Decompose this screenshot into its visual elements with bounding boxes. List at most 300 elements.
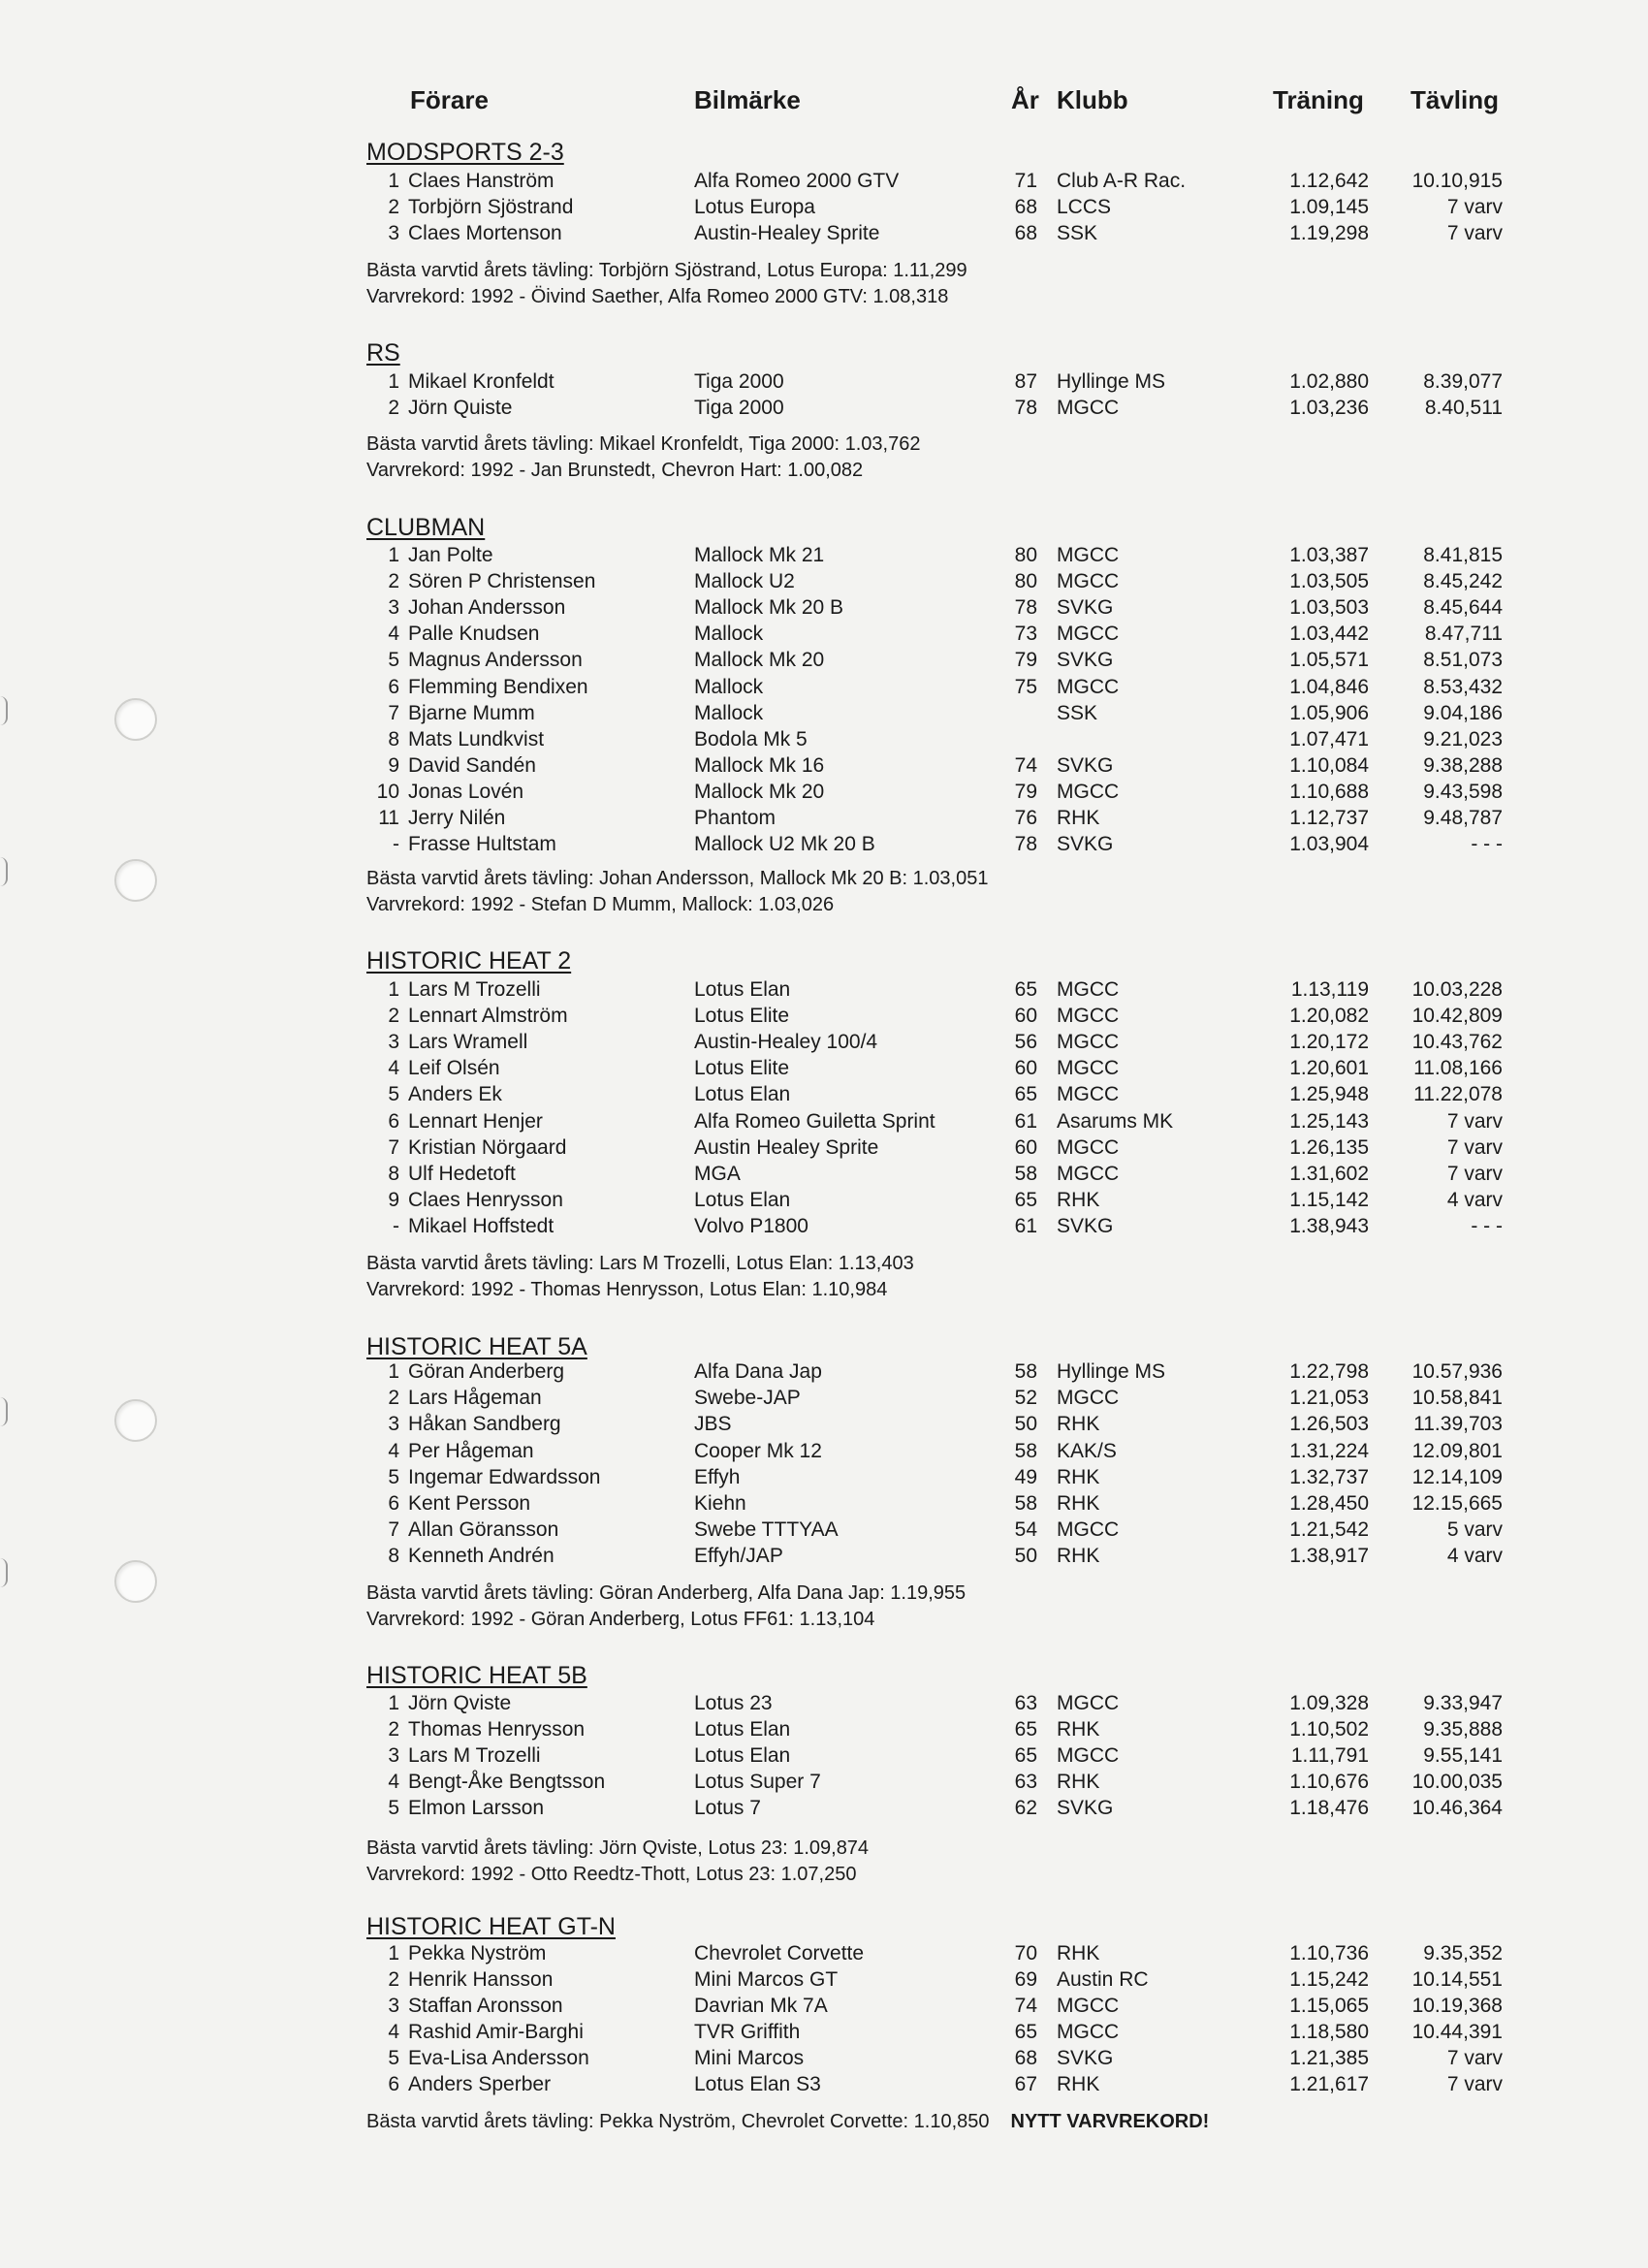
table-row (0, 222, 1648, 248)
table-row (0, 623, 1648, 649)
club: Hyllinge MS (1057, 1360, 1166, 1383)
driver-name: Allan Göransson (408, 1518, 559, 1542)
car-make: Effyh (694, 1465, 741, 1488)
driver-name: Lennart Almström (408, 1005, 568, 1028)
training-time: 1.03,236 (1289, 397, 1369, 419)
table-row (0, 1718, 1648, 1744)
training-time: 1.05,571 (1289, 649, 1369, 672)
year: 60 (1014, 1135, 1037, 1159)
driver-name: Jörn Qviste (408, 1692, 512, 1714)
table-row (0, 781, 1648, 807)
column-header (0, 85, 1648, 124)
year: 60 (1014, 1005, 1037, 1028)
race-time: 4 varv (1446, 1545, 1503, 1568)
club: LCCS (1057, 196, 1112, 218)
driver-name: Lars M Trozelli (408, 1744, 541, 1767)
best-lap-note (366, 433, 920, 456)
year: 49 (1014, 1465, 1037, 1488)
year: 79 (1014, 780, 1037, 803)
training-time: 1.20,601 (1289, 1057, 1369, 1080)
best-lap-note (366, 2111, 1209, 2133)
club: RHK (1057, 1413, 1100, 1436)
race-time: 7 varv (1446, 1109, 1503, 1133)
car-make: Tiga 2000 (694, 397, 784, 419)
note-text: Bästa varvtid årets tävling: Torbjörn Sjöstrand, Lotus Europa: 1.11,299 (366, 260, 967, 281)
club: MGCC (1057, 397, 1120, 419)
car-make: Lotus Elite (694, 1057, 790, 1080)
club: MGCC (1057, 675, 1120, 698)
year: 79 (1014, 649, 1037, 672)
car-make: Swebe-JAP (694, 1387, 801, 1410)
position: 3 (388, 222, 399, 244)
table-row (0, 702, 1648, 728)
year: 73 (1014, 623, 1037, 646)
race-time: 10.57,936 (1411, 1360, 1503, 1383)
table-row (0, 1771, 1648, 1797)
position: 1 (388, 1942, 399, 1965)
note-text: Bästa varvtid årets tävling: Mikael Kronfeldt, Tiga 2000: 1.03,762 (366, 433, 921, 455)
training-time: 1.19,298 (1289, 222, 1369, 244)
training-time: 1.31,224 (1289, 1439, 1369, 1462)
table-row (0, 1518, 1648, 1545)
race-time: 10.03,228 (1411, 978, 1503, 1001)
car-make: Lotus Elite (694, 1005, 790, 1028)
table-row (0, 1163, 1648, 1189)
race-time: 8.45,242 (1423, 570, 1503, 593)
driver-name: Claes Henrysson (408, 1188, 563, 1211)
punch-hole (114, 859, 157, 902)
table-row (0, 649, 1648, 675)
club: MGCC (1057, 1387, 1120, 1410)
race-time: 4 varv (1446, 1188, 1503, 1211)
race-time: 8.40,511 (1424, 397, 1503, 419)
training-time: 1.09,328 (1289, 1692, 1369, 1714)
race-time: 9.35,888 (1423, 1718, 1503, 1741)
car-make: Davrian Mk 7A (694, 1995, 828, 2017)
car-make: Austin Healey Sprite (694, 1135, 879, 1159)
table-row (0, 1492, 1648, 1518)
year: 65 (1014, 978, 1037, 1001)
position: 6 (388, 675, 399, 698)
year: 68 (1014, 222, 1037, 244)
year: 78 (1014, 397, 1037, 419)
training-time: 1.11,791 (1290, 1744, 1369, 1767)
driver-name: Johan Andersson (408, 596, 566, 620)
car-make: Lotus Elan (694, 1188, 791, 1211)
race-time: 7 varv (1446, 1162, 1503, 1185)
position: 2 (388, 1005, 399, 1028)
training-time: 1.03,505 (1289, 570, 1369, 593)
table-row (0, 676, 1648, 702)
position: 9 (388, 1188, 399, 1211)
position: 6 (388, 2073, 399, 2095)
table-row (0, 1083, 1648, 1109)
driver-name: Lars Hågeman (408, 1387, 542, 1410)
driver-name: Bjarne Mumm (408, 701, 535, 724)
driver-name: Bengt-Åke Bengtsson (408, 1771, 606, 1793)
training-time: 1.13,119 (1290, 978, 1369, 1001)
training-time: 1.02,880 (1289, 370, 1369, 393)
best-lap-note (366, 868, 988, 890)
car-make: Lotus 7 (694, 1797, 761, 1819)
club: SVKG (1057, 649, 1114, 672)
table-row (0, 1189, 1648, 1215)
table-row (0, 978, 1648, 1005)
training-time: 1.10,688 (1289, 780, 1369, 803)
position: 6 (388, 1492, 399, 1515)
car-make: TVR Griffith (694, 2021, 801, 2043)
car-make: Mallock Mk 21 (694, 544, 825, 566)
training-time: 1.21,617 (1289, 2073, 1369, 2095)
driver-name: Claes Hanström (408, 170, 555, 192)
driver-name: Anders Sperber (408, 2073, 552, 2095)
table-row (0, 1466, 1648, 1492)
driver-name: Kristian Nörgaard (408, 1135, 567, 1159)
car-make: Mallock Mk 20 (694, 780, 825, 803)
table-row (0, 1995, 1648, 2021)
header-traning: Träning (1273, 85, 1364, 114)
year: 71 (1014, 170, 1037, 192)
club: Hyllinge MS (1057, 370, 1166, 393)
race-time: 9.38,288 (1423, 753, 1503, 777)
table-row (0, 1692, 1648, 1718)
year: 75 (1014, 675, 1037, 698)
driver-name: Torbjörn Sjöstrand (408, 196, 574, 218)
car-make: Mallock Mk 20 (694, 649, 825, 672)
car-make: Alfa Romeo Guiletta Sprint (694, 1109, 935, 1133)
position: 5 (388, 649, 399, 672)
club: MGCC (1057, 2021, 1120, 2043)
driver-name: Palle Knudsen (408, 623, 540, 646)
training-time: 1.21,542 (1289, 1518, 1369, 1542)
note-text: Bästa varvtid årets tävling: Lars M Trozelli, Lotus Elan: 1.13,403 (366, 1253, 914, 1274)
section-title: HISTORIC HEAT GT-N (366, 1913, 616, 1940)
car-make: Lotus Elan (694, 1083, 791, 1106)
training-time: 1.05,906 (1289, 701, 1369, 724)
driver-name: Jonas Lovén (408, 780, 524, 803)
car-make: Lotus Elan (694, 978, 791, 1001)
car-make: Lotus Elan S3 (694, 2073, 821, 2095)
car-make: Lotus 23 (694, 1692, 773, 1714)
position: 7 (388, 1135, 399, 1159)
car-make: Cooper Mk 12 (694, 1439, 822, 1462)
lap-record-note (366, 1609, 874, 1631)
position: 5 (388, 1083, 399, 1106)
car-make: Austin-Healey Sprite (694, 222, 880, 244)
car-make: Bodola Mk 5 (694, 727, 808, 751)
table-row (0, 754, 1648, 781)
year: 62 (1014, 1797, 1037, 1819)
driver-name: Pekka Nyström (408, 1942, 547, 1965)
driver-name: Mikael Hoffstedt (408, 1214, 555, 1237)
position: 11 (378, 807, 399, 829)
table-row (0, 807, 1648, 833)
table-row (0, 1110, 1648, 1136)
driver-name: Kenneth Andrén (408, 1545, 555, 1568)
training-time: 1.38,943 (1289, 1214, 1369, 1237)
driver-name: Jan Polte (408, 544, 493, 566)
race-time: 10.44,391 (1411, 2021, 1503, 2043)
club: SVKG (1057, 753, 1114, 777)
year: 63 (1014, 1771, 1037, 1793)
position: 2 (388, 397, 399, 419)
driver-name: David Sandén (408, 753, 536, 777)
club: MGCC (1057, 570, 1120, 593)
race-time: 11.22,078 (1413, 1083, 1503, 1106)
lap-record-note (366, 894, 834, 916)
training-time: 1.26,135 (1289, 1135, 1369, 1159)
race-time: - - - (1471, 1214, 1503, 1237)
position: 8 (388, 1162, 399, 1185)
note-text: Varvrekord: 1992 - Stefan D Mumm, Mallock: 1.03,026 (366, 894, 835, 915)
position: 3 (388, 1995, 399, 2017)
club: MGCC (1057, 1083, 1120, 1106)
training-time: 1.38,917 (1289, 1545, 1369, 1568)
training-time: 1.03,503 (1289, 596, 1369, 620)
driver-name: Anders Ek (408, 1083, 502, 1106)
year: 65 (1014, 1188, 1037, 1211)
car-make: Alfa Romeo 2000 GTV (694, 170, 900, 192)
table-row (0, 1005, 1648, 1031)
driver-name: Lars Wramell (408, 1031, 528, 1054)
training-time: 1.07,471 (1289, 727, 1369, 751)
driver-name: Magnus Andersson (408, 649, 583, 672)
year: 58 (1014, 1360, 1037, 1383)
car-make: Mallock (694, 701, 764, 724)
race-time: 5 varv (1446, 1518, 1503, 1542)
note-text: Bästa varvtid årets tävling: Göran Anderberg, Alfa Dana Jap: 1.19,955 (366, 1582, 967, 1604)
best-lap-note (366, 1582, 966, 1605)
position: - (393, 1214, 399, 1237)
car-make: MGA (694, 1162, 741, 1185)
car-make: Mini Marcos GT (694, 1968, 839, 1991)
car-make: Mallock U2 Mk 20 B (694, 833, 875, 856)
car-make: Austin-Healey 100/4 (694, 1031, 878, 1054)
position: 2 (388, 1387, 399, 1410)
driver-name: Göran Anderberg (408, 1360, 565, 1383)
car-make: Lotus Elan (694, 1744, 791, 1767)
table-row (0, 370, 1648, 397)
car-make: Tiga 2000 (694, 370, 784, 393)
year: 68 (1014, 196, 1037, 218)
section-title: MODSPORTS 2-3 (366, 139, 564, 166)
table-row (0, 2073, 1648, 2099)
year: 50 (1014, 1413, 1037, 1436)
position: 7 (388, 1518, 399, 1542)
position: 2 (388, 1718, 399, 1741)
position: 2 (388, 1968, 399, 1991)
training-time: 1.18,580 (1289, 2021, 1369, 2043)
training-time: 1.03,387 (1289, 544, 1369, 566)
driver-name: Ingemar Edwardsson (408, 1465, 601, 1488)
race-time: 12.15,665 (1411, 1492, 1503, 1515)
position: 1 (388, 544, 399, 566)
race-time: 7 varv (1446, 196, 1503, 218)
table-row (0, 196, 1648, 222)
race-time: 10.10,915 (1411, 170, 1503, 192)
training-time: 1.20,172 (1289, 1031, 1369, 1054)
driver-name: Jerry Nilén (408, 807, 506, 829)
table-row (0, 1968, 1648, 1995)
club: SVKG (1057, 833, 1114, 856)
race-time: 7 varv (1446, 2047, 1503, 2069)
header-klubb: Klubb (1057, 85, 1128, 114)
race-time: 10.14,551 (1411, 1968, 1503, 1991)
driver-name: Jörn Quiste (408, 397, 513, 419)
table-row (0, 1215, 1648, 1241)
year: 69 (1014, 1968, 1037, 1991)
year: 63 (1014, 1692, 1037, 1714)
race-time: 9.04,186 (1423, 701, 1503, 724)
training-time: 1.12,737 (1289, 807, 1369, 829)
year: 65 (1014, 1718, 1037, 1741)
year: 68 (1014, 2047, 1037, 2069)
position: 3 (388, 1031, 399, 1054)
race-time: 12.09,801 (1411, 1439, 1503, 1462)
year: 65 (1014, 1083, 1037, 1106)
driver-name: Eva-Lisa Andersson (408, 2047, 589, 2069)
race-time: 10.43,762 (1411, 1031, 1503, 1054)
training-time: 1.10,736 (1289, 1942, 1369, 1965)
club: RHK (1057, 1545, 1100, 1568)
position: 1 (388, 370, 399, 393)
year: 58 (1014, 1492, 1037, 1515)
position: 3 (388, 1413, 399, 1436)
driver-name: Frasse Hultstam (408, 833, 556, 856)
position: 1 (388, 1692, 399, 1714)
year: 65 (1014, 1744, 1037, 1767)
position: 5 (388, 1465, 399, 1488)
car-make: Chevrolet Corvette (694, 1942, 865, 1965)
club: RHK (1057, 807, 1100, 829)
training-time: 1.15,142 (1289, 1188, 1369, 1211)
race-time: 7 varv (1446, 1135, 1503, 1159)
year: 61 (1014, 1109, 1037, 1133)
table-row (0, 2021, 1648, 2047)
training-time: 1.31,602 (1289, 1162, 1369, 1185)
position: 5 (388, 2047, 399, 2069)
lap-record-note (366, 460, 863, 482)
position: 1 (388, 1360, 399, 1383)
year: 76 (1014, 807, 1037, 829)
club: MGCC (1057, 1518, 1120, 1542)
training-time: 1.15,065 (1289, 1995, 1369, 2017)
year: 78 (1014, 833, 1037, 856)
driver-name: Rashid Amir-Barghi (408, 2021, 584, 2043)
race-time: 9.43,598 (1423, 780, 1503, 803)
training-time: 1.03,442 (1289, 623, 1369, 646)
race-time: 9.33,947 (1423, 1692, 1503, 1714)
table-row (0, 596, 1648, 623)
table-row (0, 1136, 1648, 1163)
position: - (393, 833, 399, 856)
position: 8 (388, 1545, 399, 1568)
note-text: Bästa varvtid årets tävling: Jörn Qviste, Lotus 23: 1.09,874 (366, 1837, 870, 1859)
table-row (0, 1797, 1648, 1823)
club: KAK/S (1057, 1439, 1117, 1462)
lap-record-note (366, 1279, 887, 1301)
race-time: 9.55,141 (1423, 1744, 1503, 1767)
car-make: Effyh/JAP (694, 1545, 783, 1568)
year: 74 (1014, 753, 1037, 777)
binder-edge-mark (0, 857, 8, 886)
club: MGCC (1057, 1031, 1120, 1054)
car-make: Mini Marcos (694, 2047, 805, 2069)
training-time: 1.20,082 (1289, 1005, 1369, 1028)
car-make: JBS (694, 1413, 732, 1436)
table-row (0, 728, 1648, 754)
lap-record-note (366, 1864, 856, 1886)
position: 1 (388, 170, 399, 192)
year: 67 (1014, 2073, 1037, 2095)
race-time: 10.00,035 (1411, 1771, 1503, 1793)
year: 80 (1014, 570, 1037, 593)
position: 4 (388, 2021, 399, 2043)
club: MGCC (1057, 1135, 1120, 1159)
club: MGCC (1057, 1005, 1120, 1028)
driver-name: Lennart Henjer (408, 1109, 543, 1133)
year: 50 (1014, 1545, 1037, 1568)
club: MGCC (1057, 544, 1120, 566)
driver-name: Per Hågeman (408, 1439, 534, 1462)
club: SSK (1057, 701, 1098, 724)
race-time: 10.46,364 (1411, 1797, 1503, 1819)
year: 52 (1014, 1387, 1037, 1410)
position: 5 (388, 1797, 399, 1819)
position: 6 (388, 1109, 399, 1133)
training-time: 1.10,502 (1289, 1718, 1369, 1741)
car-make: Volvo P1800 (694, 1214, 808, 1237)
club: MGCC (1057, 780, 1120, 803)
year: 60 (1014, 1057, 1037, 1080)
club: Club A-R Rac. (1057, 170, 1187, 192)
club: SVKG (1057, 596, 1114, 620)
year: 58 (1014, 1162, 1037, 1185)
club: Austin RC (1057, 1968, 1149, 1991)
note-text: Varvrekord: 1992 - Otto Reedtz-Thott, Lotus 23: 1.07,250 (366, 1864, 857, 1885)
section-title: HISTORIC HEAT 5A (366, 1333, 587, 1360)
car-make: Mallock Mk 20 B (694, 596, 844, 620)
race-time: 8.51,073 (1423, 649, 1503, 672)
position: 8 (388, 727, 399, 751)
position: 1 (388, 978, 399, 1001)
table-row (0, 1387, 1648, 1413)
position: 3 (388, 1744, 399, 1767)
training-time: 1.32,737 (1289, 1465, 1369, 1488)
race-time: 8.53,432 (1423, 675, 1503, 698)
table-row (0, 1545, 1648, 1571)
position: 4 (388, 1057, 399, 1080)
club: MGCC (1057, 1692, 1120, 1714)
table-row (0, 397, 1648, 423)
note-text: Varvrekord: 1992 - Thomas Henrysson, Lotus Elan: 1.10,984 (366, 1279, 888, 1300)
driver-name: Håkan Sandberg (408, 1413, 561, 1436)
note-text: Varvrekord: 1992 - Öivind Saether, Alfa Romeo 2000 GTV: 1.08,318 (366, 286, 949, 307)
year: 65 (1014, 2021, 1037, 2043)
club: SVKG (1057, 1214, 1114, 1237)
club: RHK (1057, 1771, 1100, 1793)
note-text: Varvrekord: 1992 - Jan Brunstedt, Chevron Hart: 1.00,082 (366, 460, 864, 481)
year: 58 (1014, 1439, 1037, 1462)
club: RHK (1057, 1942, 1100, 1965)
driver-name: Mats Lundkvist (408, 727, 545, 751)
header-forare: Förare (410, 85, 489, 114)
training-time: 1.10,084 (1289, 753, 1369, 777)
race-time: - - - (1471, 833, 1503, 856)
training-time: 1.04,846 (1289, 675, 1369, 698)
club: MGCC (1057, 1162, 1120, 1185)
car-make: Swebe TTTYAA (694, 1518, 839, 1542)
